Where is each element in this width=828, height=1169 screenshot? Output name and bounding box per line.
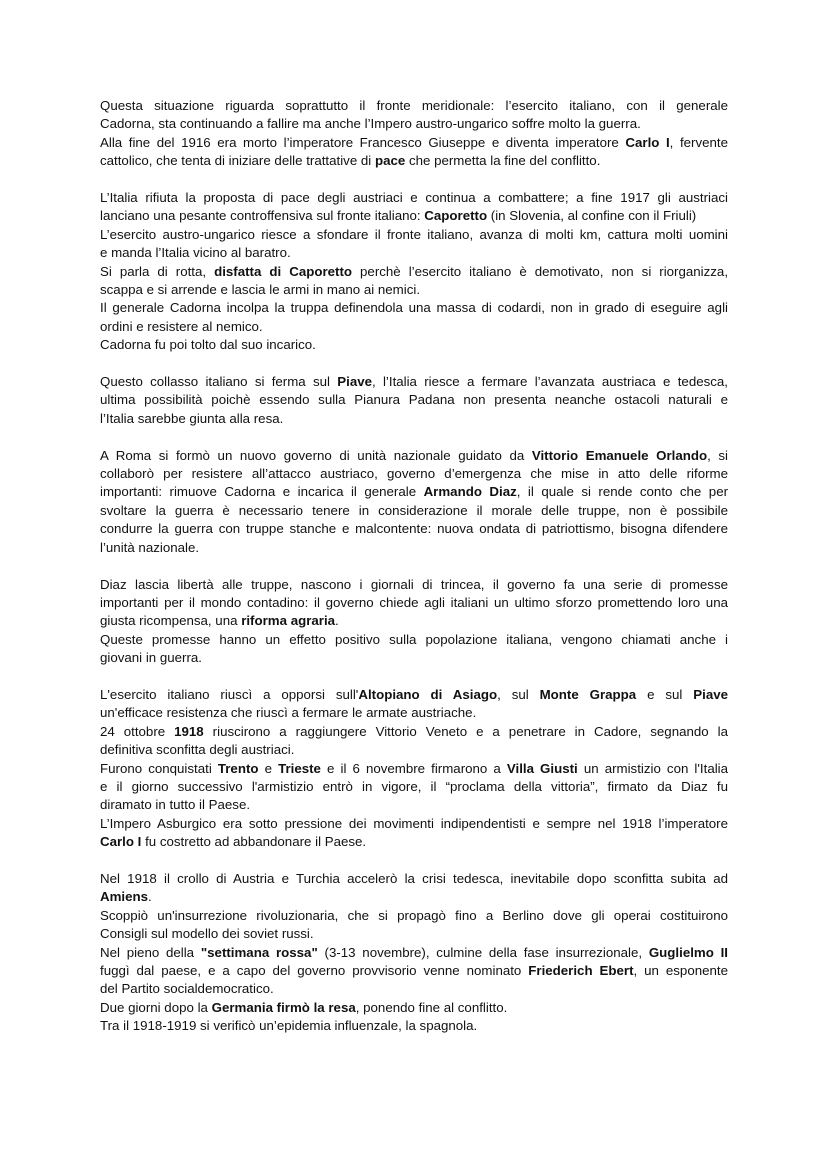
text-run: Queste promesse hanno un effetto positivo sulla popolazione italiana, vengono chiamati anche i [100,631,728,647]
text-line [100,741,728,759]
text-line [100,649,728,667]
text-line [100,189,728,207]
text-run: svoltare la guerra è necessario tenere in considerazione il morale delle truppe, non è possibile [100,502,728,518]
text-run: diramato in tutto il Paese. [100,797,251,813]
paragraph [100,576,728,668]
text-run: importanti per il mondo contadino: il governo chiede agli italiani un ultimo sforzo promettendo loro una [100,594,728,610]
text-run: un'efficace resistenza che riuscì a fermare le armate austriache. [100,705,477,721]
text-run: , sul [497,686,540,702]
text-run: fuggì dal paese, e a capo del governo provvisorio venne nominato [100,963,529,978]
bold-term: Guglielmo II [648,944,728,960]
bold-term: Piave [693,686,729,702]
text-run: L’Impero Asburgico era sotto pressione dei movimenti indipendentisti e sempre nel 1918 l’imperatore [100,815,728,831]
text-run: e manda l’Italia vicino al baratro. [100,245,291,261]
bold-term: disfatta di Caporetto [214,263,353,279]
text-line [100,373,728,391]
paragraph-gap [100,171,728,189]
text-run: , il quale si rende conto che per [516,484,729,500]
bold-term: Villa Giusti [506,760,578,776]
text-line [100,723,728,741]
bold-term: 1918 [174,723,204,739]
text-line [100,299,728,317]
text-line [100,815,728,833]
text-run: L’Italia rifiuta la proposta di pace degli austriaci e continua a combattere; a fine 1917 gli austriaci [100,190,728,206]
text-line [100,796,728,814]
text-run: Alla fine del 1916 era morto l’imperatore Francesco Giuseppe e diventa imperatore [100,134,626,150]
text-line [100,760,728,778]
text-line [100,410,728,428]
text-line [100,612,728,630]
text-run: Nel 1918 il crollo di Austria e Turchia accelerò la crisi tedesca, inevitabile dopo sconfitta subita ad [100,870,728,886]
bold-term: Vittorio Emanuele Orlando [531,447,708,463]
text-line [100,833,728,851]
bold-term: Trieste [278,760,321,776]
text-line [100,483,728,501]
text-run: Tra il 1918-1919 si verificò un’epidemia influenzale, la spagnola. [100,1018,478,1034]
text-run: collaborò per resistere all’attacco austriaco, governo d’emergenza che mise in atto delle riforme [100,466,728,482]
text-run: . [148,889,152,905]
text-run: Diaz lascia libertà alle truppe, nascono i giornali di trincea, il governo fa una serie di promesse [100,576,728,592]
text-run: ordini e resistere al nemico. [100,318,263,334]
text-line [100,244,728,262]
text-run: condurre la guerra con truppe stanche e malcontente: nuova ondata di patriottismo, bisogna difendere [100,521,728,537]
text-run: Cadorna fu poi tolto dal suo incarico. [100,337,316,353]
text-run: fu costretto ad abbandonare il Paese. [141,834,367,850]
text-run: giovani in guerra. [100,650,203,666]
text-run: Il generale Cadorna incolpa la truppa definendola una massa di codardi, non in grado di eseguire agli [100,300,728,316]
text-line [100,447,728,465]
text-run: e il giorno successivo l'armistizio entrò in vigore, il “proclama della vittoria”, firmato da Diaz fu [100,778,728,794]
text-run: importanti: rimuove Cadorna e incarica il generale [100,484,424,500]
text-run: , un esponente [633,963,728,978]
text-line [100,134,728,152]
paragraph [100,373,728,428]
bold-term: Friederich Ebert [528,963,634,978]
text-run: L'esercito italiano riuscì a opporsi sull' [100,686,359,702]
text-line [100,1017,728,1035]
bold-term: pace [374,153,406,169]
text-line [100,115,728,133]
text-run: che permetta la fine del conflitto. [405,153,601,169]
text-line [100,318,728,336]
text-run: 24 ottobre [100,723,175,739]
text-run: un armistizio con l'Italia [577,760,729,776]
text-run: , fervente [669,134,728,150]
paragraph-gap [100,557,728,575]
text-run: e [258,760,279,776]
text-run: e sul [636,686,694,702]
text-line [100,539,728,557]
text-line [100,281,728,299]
text-line [100,576,728,594]
text-line [100,888,728,906]
text-run: , ponendo fine al conflitto. [355,999,508,1015]
paragraph [100,447,728,557]
text-line [100,336,728,354]
text-run: l’Italia sarebbe giunta alla resa. [100,410,284,426]
text-line [100,944,728,962]
text-line [100,870,728,888]
text-run: scappa e si arrende e lascia le armi in mano ai nemici. [100,282,421,298]
text-line [100,999,728,1017]
text-run: perchè l’esercito italiano è demotivato, non si riorganizza, [352,263,729,279]
text-run: (in Slovenia, al confine con il Friuli) [487,208,697,224]
paragraph [100,97,728,171]
text-run: Scoppiò un'insurrezione rivoluzionaria, che si propagò fino a Berlino dove gli operai costituirono [100,907,728,923]
bold-term: "settimana rossa" [200,944,318,960]
bold-term: Trento [217,760,259,776]
paragraph [100,189,728,355]
text-run: Questo collasso italiano si ferma sul [100,374,338,390]
text-run: , l’Italia riesce a fermare l’avanzata austriaca e tedesca, [372,374,728,390]
bold-term: Monte Grappa [539,686,637,702]
text-run: Questa situazione riguarda soprattutto il fronte meridionale: l’esercito italiano, con il generale [100,98,728,113]
text-run: cattolico, che tenta di iniziare delle trattative di [100,153,375,169]
text-line [100,778,728,796]
bold-term: Armando Diaz [423,484,517,500]
bold-term: Caporetto [424,208,488,224]
text-line [100,631,728,649]
text-line [100,962,728,980]
text-run: Furono conquistati [100,760,218,776]
text-run: Due giorni dopo la [100,999,212,1015]
text-run: e il 6 novembre firmarono a [320,760,507,776]
text-line [100,925,728,943]
paragraph [100,686,728,852]
bold-term: Germania firmò la resa [211,999,356,1015]
bold-term: Amiens [100,889,149,905]
text-line [100,704,728,722]
text-run: A Roma si formò un nuovo governo di unità nazionale guidato da [100,447,532,463]
bold-term: Carlo I [625,134,670,150]
bold-term: riforma agraria [241,613,336,629]
paragraph-gap [100,668,728,686]
text-line [100,980,728,998]
paragraph-gap [100,355,728,373]
text-line [100,391,728,409]
text-run: l’unità nazionale. [100,539,200,555]
text-line [100,226,728,244]
text-line [100,207,728,225]
text-run: definitiva sconfitta degli austriaci. [100,742,295,758]
text-line [100,686,728,704]
text-line [100,594,728,612]
text-run: Consigli sul modello dei soviet russi. [100,926,314,942]
paragraph-gap [100,428,728,446]
bold-term: Piave [337,374,372,390]
bold-term: Altopiano di Asiago [358,686,498,702]
text-run: Nel pieno della [100,944,201,960]
text-run: del Partito socialdemocratico. [100,981,274,997]
text-line [100,97,728,115]
document-page [100,97,728,1036]
text-line [100,263,728,281]
text-run: L’esercito austro-ungarico riesce a sfondare il fronte italiano, avanza di molti km, cattura molti uomini [100,226,728,242]
text-run: Si parla di rotta, [100,263,215,279]
text-run: giusta ricompensa, una [100,613,242,629]
text-run: Cadorna, sta continuando a fallire ma anche l’Impero austro-ungarico soffre molto la guerra. [100,116,641,132]
text-run: lanciano una pesante controffensiva sul fronte italiano: [100,208,425,224]
text-line [100,907,728,925]
text-line [100,465,728,483]
text-line [100,502,728,520]
text-run: , si [707,447,728,463]
paragraph [100,870,728,1036]
text-run: . [335,613,339,629]
paragraph-gap [100,852,728,870]
bold-term: Carlo I [100,834,142,850]
text-run: (3-13 novembre), culmine della fase insurrezionale, [317,944,649,960]
text-line [100,152,728,170]
text-run: riuscirono a raggiungere Vittorio Veneto e a penetrare in Cadore, segnando la [203,723,728,739]
text-line [100,520,728,538]
text-run: ultima possibilità poichè essendo sulla Pianura Padana non presenta neanche ostacoli naturali e [100,392,728,408]
